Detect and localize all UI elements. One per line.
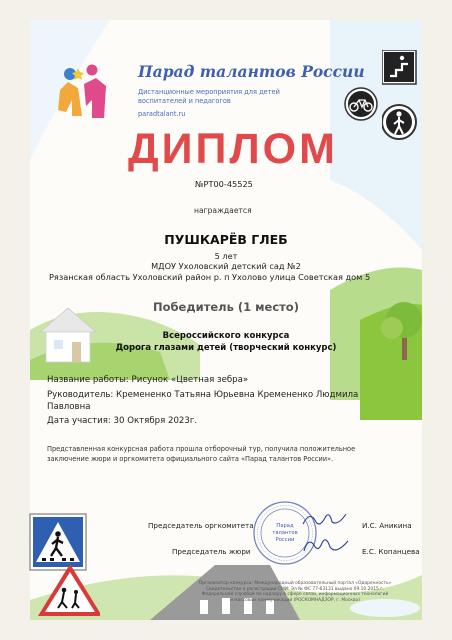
participation-date: Дата участия: 30 Октября 2023г. (47, 416, 198, 426)
brand-title: Парад талантов России (138, 62, 365, 81)
diploma-number: №РТ00-45525 (195, 179, 253, 189)
footer-line-2: Свидетельство о регистрации СМИ: Эл № ФС 77-63131 выдано 09.10.2015 г. (206, 586, 384, 592)
stamp-line-2: талантов (272, 530, 298, 536)
jury-chair-label: Председатель жюри (172, 547, 251, 556)
brand-line-2: воспитателей и педагогов (138, 97, 231, 105)
contest-line-1: Всероссийского конкурса (162, 331, 290, 341)
footer-line-1: Организатор конкурса: Международный образовательный портал «Одаренность» (198, 581, 392, 586)
work-title: Название работы: Рисунок «Цветная зебра» (47, 375, 249, 385)
footer-line-3: Федеральной службой по надзору в сфере связи, информационных технологий (201, 592, 389, 598)
brand-site: paradtalant.ru (138, 110, 186, 118)
recipient-address: Рязанская область Ухоловский район р. п Ухолово улица Советская дом 5 (49, 272, 371, 282)
jury-chair-name: Е.С. Копанцева (362, 547, 420, 556)
bicycle-sign-icon (343, 86, 379, 122)
footer-line-4: и массовых коммуникаций (РОСКОМНАДЗОР, г. Москва) (230, 597, 360, 603)
awarded-label: награждается (194, 206, 252, 215)
note-line-2: заключение жюри и оргкомитета официального сайта «Парад талантов России». (47, 455, 334, 463)
place-result: Победитель (1 место) (153, 300, 299, 314)
stamp-line-3: России (275, 537, 295, 543)
recipient-age: 5 лет (214, 251, 238, 261)
road-signs-top (382, 50, 422, 170)
stamp-line-1: Парад (276, 523, 294, 529)
committee-chair-name: И.С. Аникина (362, 521, 412, 530)
parade-logo (48, 60, 120, 132)
diploma-title: ДИПЛОМ (128, 125, 338, 173)
brand-line-1: Дистанционные мероприятия для детей (138, 88, 280, 96)
note-line-1: Представленная конкурсная работа прошла отборочный тур, получила положительное (47, 445, 356, 453)
contest-line-2: Дорога глазами детей (творческий конкурс) (115, 343, 337, 353)
jury-signature (300, 533, 352, 557)
leader-line-2: Павловна (47, 402, 91, 412)
recipient-school: МДОУ Ухоловский детский сад №2 (151, 261, 301, 271)
road-signs-bottom (20, 512, 100, 622)
leader-line-1: Руководитель: Кремененко Татьяна Юрьевна Кремененко Людмила (47, 390, 359, 400)
committee-chair-label: Председатель оргкомитета (148, 521, 254, 530)
recipient-name: ПУШКАРЁВ ГЛЕБ (164, 232, 288, 247)
footer-block (170, 581, 420, 603)
committee-signature (300, 508, 350, 530)
